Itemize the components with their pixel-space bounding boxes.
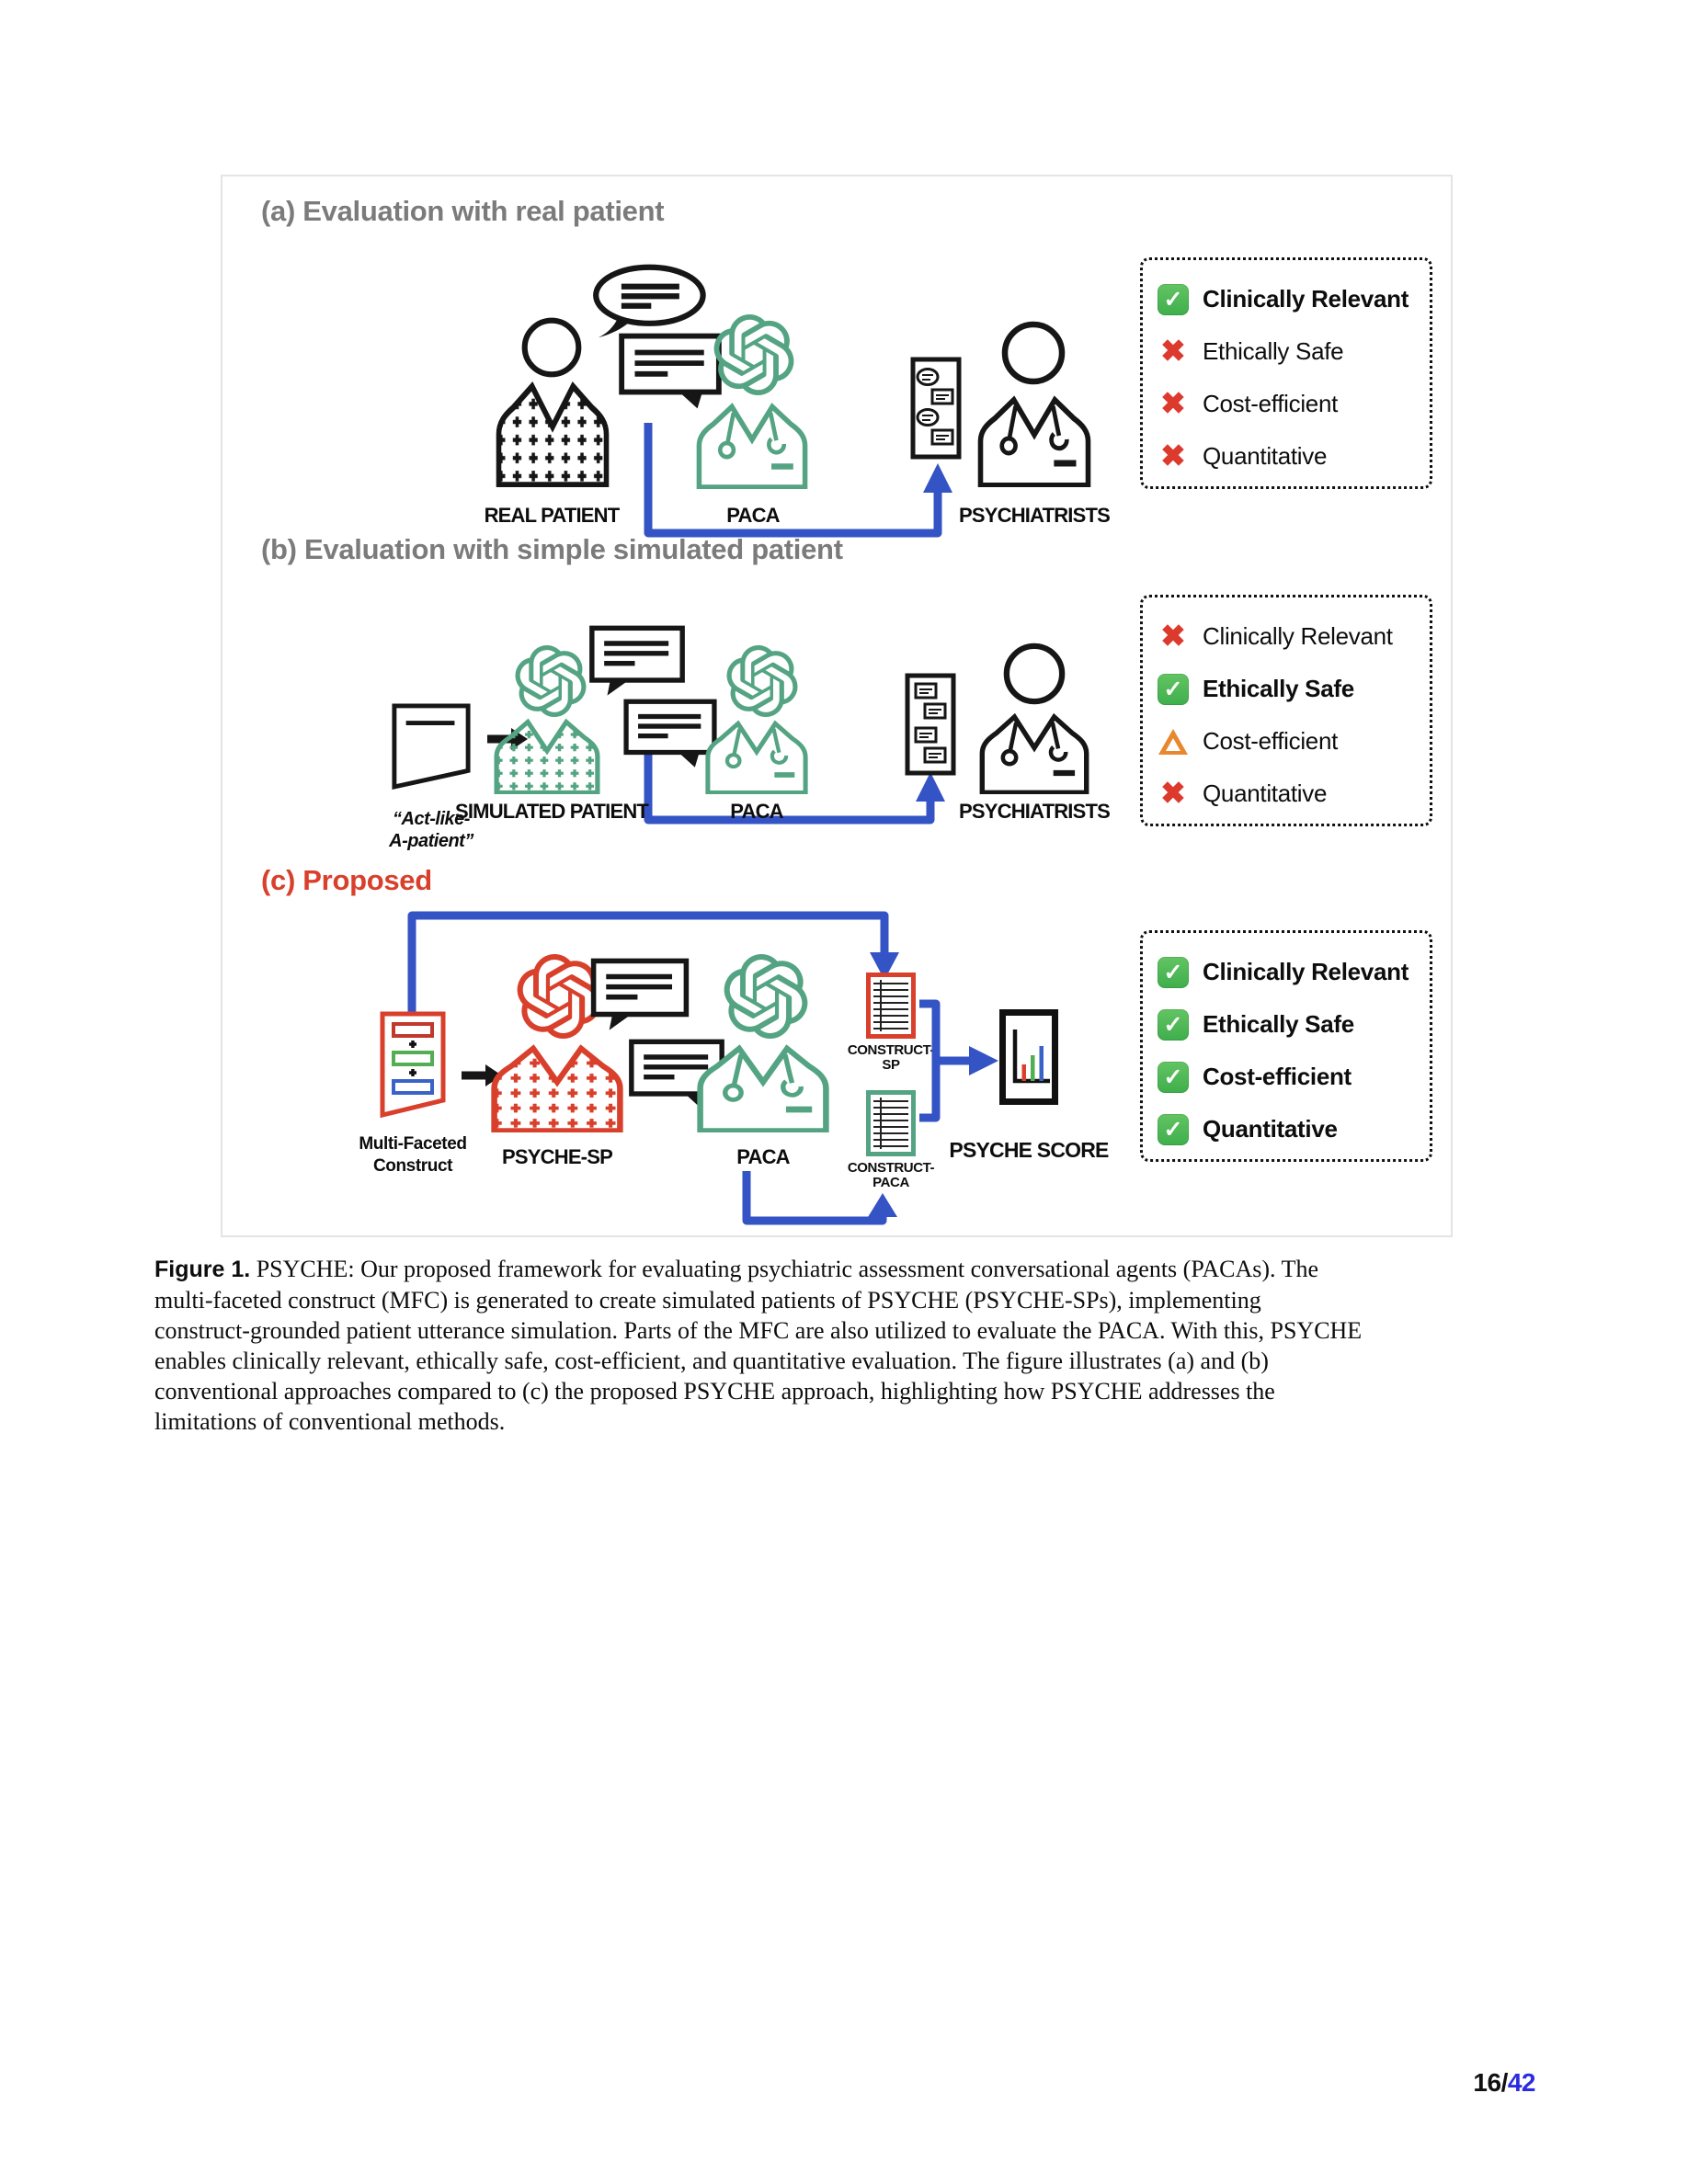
psyche-sp-label: PSYCHE-SP [502, 1145, 612, 1168]
psychiatrist-head-icon [1000, 320, 1066, 386]
cross-icon [1158, 389, 1189, 420]
caption-line: multi-faceted construct (MFC) is generated to create simulated patients of PSYCHE (PSYCHE-SPs), implementing [154, 1287, 1261, 1314]
warning-triangle-icon [1158, 726, 1189, 757]
paca-label-c: PACA [736, 1145, 790, 1168]
checklist-item: ✖ Ethically Safe [1158, 325, 1430, 378]
checklist-item: ✓ Ethically Safe [1158, 998, 1430, 1051]
construct-paca-label-line2: PACA [873, 1175, 909, 1190]
panel-a-title: (a) Evaluation with real patient [261, 195, 665, 227]
checklist-item: Cost-efficient [1158, 715, 1430, 768]
checklist-item: ✓ Ethically Safe [1158, 663, 1430, 715]
psychiatrists-label-b: PSYCHIATRISTS [959, 800, 1110, 823]
caption-text: PSYCHE: Our proposed framework for evaluating psychiatric assessment conversational agents (PACAs). The [250, 1256, 1319, 1282]
real-patient-head-icon [520, 316, 583, 379]
psyche-sp-body-icon [487, 1041, 627, 1132]
paca-body-icon [693, 1041, 833, 1132]
transcript-document-icon [905, 673, 956, 776]
checklist-panel-a [1140, 257, 1432, 489]
checklist-item: ✓ Clinically Relevant [1158, 273, 1430, 325]
figure-number-label: Figure 1. [154, 1257, 251, 1282]
checklist-item: ✓ Cost-efficient [1158, 1051, 1430, 1103]
checklist-item: ✖ Cost-efficient [1158, 378, 1430, 430]
checklist-item: ✖ Clinically Relevant [1158, 610, 1430, 663]
cross-icon [1158, 336, 1189, 368]
checklist-item: ✓ Quantitative [1158, 1103, 1430, 1155]
caption-line [154, 1254, 1575, 1285]
caption-line: construct-grounded patient utterance simulation. Parts of the MFC are also utilized to evaluate the PACA. With this, PSYCHE [154, 1317, 1363, 1344]
check-icon [1158, 1062, 1189, 1093]
psychiatrists-label-a: PSYCHIATRISTS [959, 504, 1110, 527]
psyche-score-chart-icon [999, 1009, 1058, 1105]
speech-bubble-rect-icon [587, 625, 688, 699]
cross-icon [1158, 441, 1189, 472]
checklist-panel-b [1140, 595, 1432, 826]
paca-to-construct-paca-connector-arrow [737, 1166, 903, 1230]
check-icon [1158, 674, 1189, 705]
psychiatrists-body-icon [975, 392, 1094, 487]
paca-openai-logo-icon [713, 314, 794, 395]
page-current: 16 [1473, 2068, 1501, 2097]
simulated-patient-body-icon [491, 715, 603, 794]
real-patient-label: REAL PATIENT [484, 504, 620, 527]
caption-line: limitations of conventional methods. [154, 1408, 506, 1435]
page-total-link[interactable]: 42 [1507, 2068, 1535, 2097]
checklist-item: ✖ Quantitative [1158, 430, 1430, 483]
figure-1-diagram [221, 175, 1453, 1237]
paca-body-icon [693, 399, 811, 489]
mfc-label-line1: Multi-Faceted [359, 1134, 467, 1154]
check-icon [1158, 1009, 1189, 1041]
paca-label-b: PACA [730, 800, 783, 823]
paca-body-icon [702, 717, 811, 794]
check-icon [1158, 284, 1189, 315]
check-icon [1158, 1114, 1189, 1145]
simulated-patient-label: SIMULATED PATIENT [455, 800, 649, 823]
checklist-item: ✖ Quantitative [1158, 768, 1430, 820]
construct-sp-label-line2: SP [882, 1057, 900, 1073]
speech-bubble-oval-icon [586, 262, 710, 339]
cross-icon [1158, 779, 1189, 810]
check-icon [1158, 957, 1189, 988]
mfc-label-line2: Construct [372, 1156, 453, 1176]
checklist-item: ✓ Clinically Relevant [1158, 946, 1430, 998]
transcript-document-icon [910, 357, 962, 460]
caption-line: conventional approaches compared to (c) the proposed PSYCHE approach, highlighting how PSYCHE addresses the [154, 1378, 1275, 1405]
speech-bubble-rect-icon [583, 958, 697, 1033]
prompt-document-icon [390, 702, 473, 791]
panel-b-title: (b) Evaluation with simple simulated patient [261, 533, 843, 565]
real-patient-body-icon [493, 377, 612, 487]
paca-openai-logo-icon [724, 954, 808, 1039]
paca-label-a: PACA [726, 504, 780, 527]
construct-sp-document-icon [866, 973, 916, 1039]
checklist-panel-c [1140, 930, 1432, 1162]
caption-line: enables clinically relevant, ethically safe, cost-efficient, and quantitative evaluation. The figure illustrates (a) and (b) [154, 1348, 1269, 1374]
construct-sp-label-line1: CONSTRUCT- [847, 1042, 935, 1058]
simulated-patient-openai-logo-icon [515, 645, 587, 717]
psychiatrists-body-icon [976, 710, 1092, 794]
psychiatrist-head-icon [1002, 642, 1066, 706]
paca-openai-logo-icon [726, 645, 798, 717]
panel-c-title: (c) Proposed [261, 864, 432, 896]
constructs-to-score-bracket-arrow [914, 995, 1009, 1132]
cross-icon [1158, 621, 1189, 653]
page-number [1416, 2068, 1535, 2098]
multi-faceted-construct-icon [379, 1011, 447, 1118]
prompt-label-line1: “Act-like- [393, 809, 470, 829]
psyche-score-label: PSYCHE SCORE [949, 1138, 1109, 1162]
figure-caption [154, 1254, 1575, 1437]
construct-paca-document-icon [866, 1090, 916, 1156]
prompt-label-line2: A-patient” [389, 831, 473, 851]
page-separator: / [1500, 2068, 1508, 2097]
construct-paca-label-line1: CONSTRUCT- [847, 1160, 935, 1176]
